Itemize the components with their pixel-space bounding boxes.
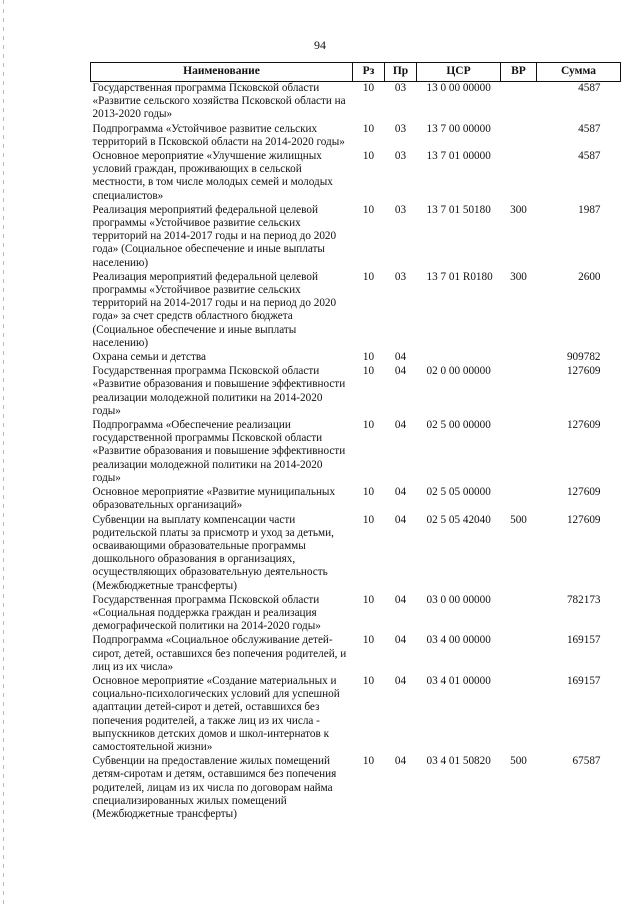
page-number: 94: [314, 38, 326, 52]
header-sum: Сумма: [537, 63, 621, 82]
header-pr: Пр: [385, 63, 417, 82]
row-csr-cell: 02 5 05 42040: [426, 513, 491, 526]
table-row: [91, 514, 621, 594]
header-vr: ВР: [501, 63, 537, 82]
table-row: [91, 204, 621, 271]
row-csr-cell: 03 4 00 00000: [426, 634, 491, 647]
row-pr-cell: 03: [394, 270, 407, 283]
row-name-cell: Подпрограмма «Социальное обслуживание детей-сирот, детей, оставшихся без попечения родителей, и лиц из их числа»: [92, 634, 347, 673]
row-rz-cell: 10: [362, 593, 375, 606]
row-name-cell: Государственная программа Псковской области «Развитие сельского хозяйства Псковской области на 2013-2020 годы»: [92, 82, 346, 121]
row-csr-cell: 02 5 05 00000: [426, 486, 491, 499]
table-row: [91, 419, 621, 486]
table-header-row: [91, 63, 621, 82]
row-rz-cell: 10: [362, 513, 375, 526]
row-pr-cell: 04: [394, 674, 407, 687]
row-sum-cell: 909782: [566, 351, 601, 364]
header-name: Наименование: [91, 63, 353, 82]
row-csr-cell: 13 7 01 50180: [426, 203, 491, 216]
row-vr-cell: [501, 365, 537, 419]
row-sum-cell: 4587: [578, 82, 601, 94]
row-vr-cell: [501, 82, 537, 123]
row-vr-cell: [501, 675, 537, 755]
row-name-cell: Подпрограмма «Обеспечение реализации государственной программы Псковской области «Развитие образования и повышение эффективности реализации молодежной политики на 2014-2020 годы»: [92, 419, 346, 484]
row-vr-cell: 300: [510, 270, 527, 283]
row-pr-cell: 03: [394, 82, 407, 94]
row-sum-cell: 4587: [578, 122, 601, 135]
table-row: [91, 365, 621, 419]
scan-margin-line: [3, 0, 4, 905]
row-vr-cell: [501, 351, 537, 365]
row-vr-cell: [501, 419, 537, 486]
row-pr-cell: 04: [394, 593, 407, 606]
row-pr-cell: 04: [394, 351, 407, 364]
row-csr-cell: 03 0 00 00000: [426, 593, 491, 606]
table-row: [91, 82, 621, 123]
row-sum-cell: 2600: [578, 270, 601, 283]
row-rz-cell: 10: [362, 351, 375, 364]
row-name-cell: Субвенции на предоставление жилых помещений детям-сиротам и детям, оставшимся без попечения родителей, лицам из их числа по договорам найма специализированных жилых помещений (Межбюджетные трансферты): [92, 755, 337, 820]
header-csr: ЦСР: [417, 63, 501, 82]
row-csr-cell: 03 4 01 00000: [426, 674, 491, 687]
row-rz-cell: 10: [362, 270, 375, 283]
row-vr-cell: [501, 634, 537, 675]
row-csr-cell: 02 5 00 00000: [426, 419, 491, 432]
row-pr-cell: 04: [394, 513, 407, 526]
row-name-cell: Основное мероприятие «Улучшение жилищных условий граждан, проживающих в сельской местности, в том числе молодых семей и молодых специалистов»: [92, 150, 333, 202]
row-sum-cell: 782173: [566, 593, 601, 606]
row-sum-cell: 67587: [572, 755, 601, 768]
row-rz-cell: 10: [362, 419, 375, 432]
table-row: [91, 271, 621, 351]
row-rz-cell: 10: [362, 82, 375, 94]
row-rz-cell: 10: [362, 486, 375, 499]
row-pr-cell: 04: [394, 419, 407, 432]
row-sum-cell: 169157: [566, 674, 601, 687]
row-csr-cell: 13 7 01 R0180: [426, 270, 493, 283]
header-rz: Рз: [353, 63, 385, 82]
row-rz-cell: 10: [362, 674, 375, 687]
table-row: [91, 675, 621, 755]
row-csr-cell: 13 0 00 00000: [426, 82, 491, 94]
row-vr-cell: 500: [510, 755, 527, 768]
table-row: [91, 123, 621, 150]
table-row: [91, 594, 621, 635]
row-pr-cell: 03: [394, 203, 407, 216]
row-pr-cell: 04: [394, 634, 407, 647]
row-csr-cell: 13 7 01 00000: [426, 150, 491, 163]
row-pr-cell: 04: [394, 755, 407, 768]
table-row: [91, 486, 621, 513]
row-name-cell: Реализация мероприятий федеральной целевой программы «Устойчивое развитие сельских территорий на 2014-2017 годы и на период до 2020 года» за счет средств областного бюджета (Социальное обеспечение и иные выплаты населению): [92, 270, 337, 349]
row-pr-cell: 03: [394, 122, 407, 135]
row-pr-cell: 04: [394, 486, 407, 499]
table-row: [91, 755, 621, 822]
row-name-cell: Государственная программа Псковской области «Развитие образования и повышение эффективности реализации молодежной политики на 2014-2020 годы»: [92, 365, 346, 417]
row-sum-cell: 169157: [566, 634, 601, 647]
row-name-cell: Подпрограмма «Устойчивое развитие сельских территорий в Псковской области на 2014-2020 годы»: [92, 122, 345, 148]
row-rz-cell: 10: [362, 365, 375, 378]
row-csr-cell: 13 7 00 00000: [426, 122, 491, 135]
row-sum-cell: 127609: [566, 365, 601, 378]
row-csr-cell: 02 0 00 00000: [426, 365, 491, 378]
row-vr-cell: [501, 150, 537, 204]
row-sum-cell: 1987: [578, 203, 601, 216]
row-name-cell: Основное мероприятие «Создание материальных и социально-психологических условий для успешной адаптации детей-сирот и детей, оставшихся без попечения родителей, а также лиц из их числа - выпускников детских домов и школ-интернатов к самостоятельной жизни»: [92, 674, 340, 753]
row-rz-cell: 10: [362, 150, 375, 163]
row-vr-cell: 300: [510, 203, 527, 216]
row-name-cell: Государственная программа Псковской области «Социальная поддержка граждан и реализация демографической политики на 2014-2020 годы»: [92, 593, 321, 633]
row-vr-cell: [501, 486, 537, 513]
row-csr-cell: 03 4 01 50820: [426, 755, 491, 768]
row-sum-cell: 127609: [566, 419, 601, 432]
row-name-cell: Основное мероприятие «Развитие муниципальных образовательных организаций»: [92, 486, 336, 512]
row-name-cell: Реализация мероприятий федеральной целевой программы «Устойчивое развитие сельских территорий на 2014-2017 годы и на период до 2020 года» (Социальное обеспечение и иные выплаты населению): [92, 203, 337, 269]
row-rz-cell: 10: [362, 755, 375, 768]
row-pr-cell: 03: [394, 150, 407, 163]
row-vr-cell: [501, 123, 537, 150]
row-vr-cell: [501, 594, 537, 635]
row-rz-cell: 10: [362, 203, 375, 216]
row-name-cell: Субвенции на выплату компенсации части родительской платы за присмотр и уход за детьми, осваивающими образовательные программы дошкольного образования в организациях, осуществляющих образовательную деятельность (Межбюджетные трансферты): [92, 513, 334, 592]
row-sum-cell: 4587: [578, 150, 601, 163]
row-sum-cell: 127609: [566, 486, 601, 499]
row-rz-cell: 10: [362, 122, 375, 135]
table-row: [91, 351, 621, 365]
row-csr-cell: [417, 351, 501, 365]
budget-table: [90, 62, 621, 822]
row-rz-cell: 10: [362, 634, 375, 647]
row-sum-cell: 127609: [566, 513, 601, 526]
row-vr-cell: 500: [510, 513, 527, 526]
row-pr-cell: 04: [394, 365, 407, 378]
table-row: [91, 634, 621, 675]
row-name-cell: Охрана семьи и детства: [92, 351, 206, 364]
table-row: [91, 150, 621, 204]
